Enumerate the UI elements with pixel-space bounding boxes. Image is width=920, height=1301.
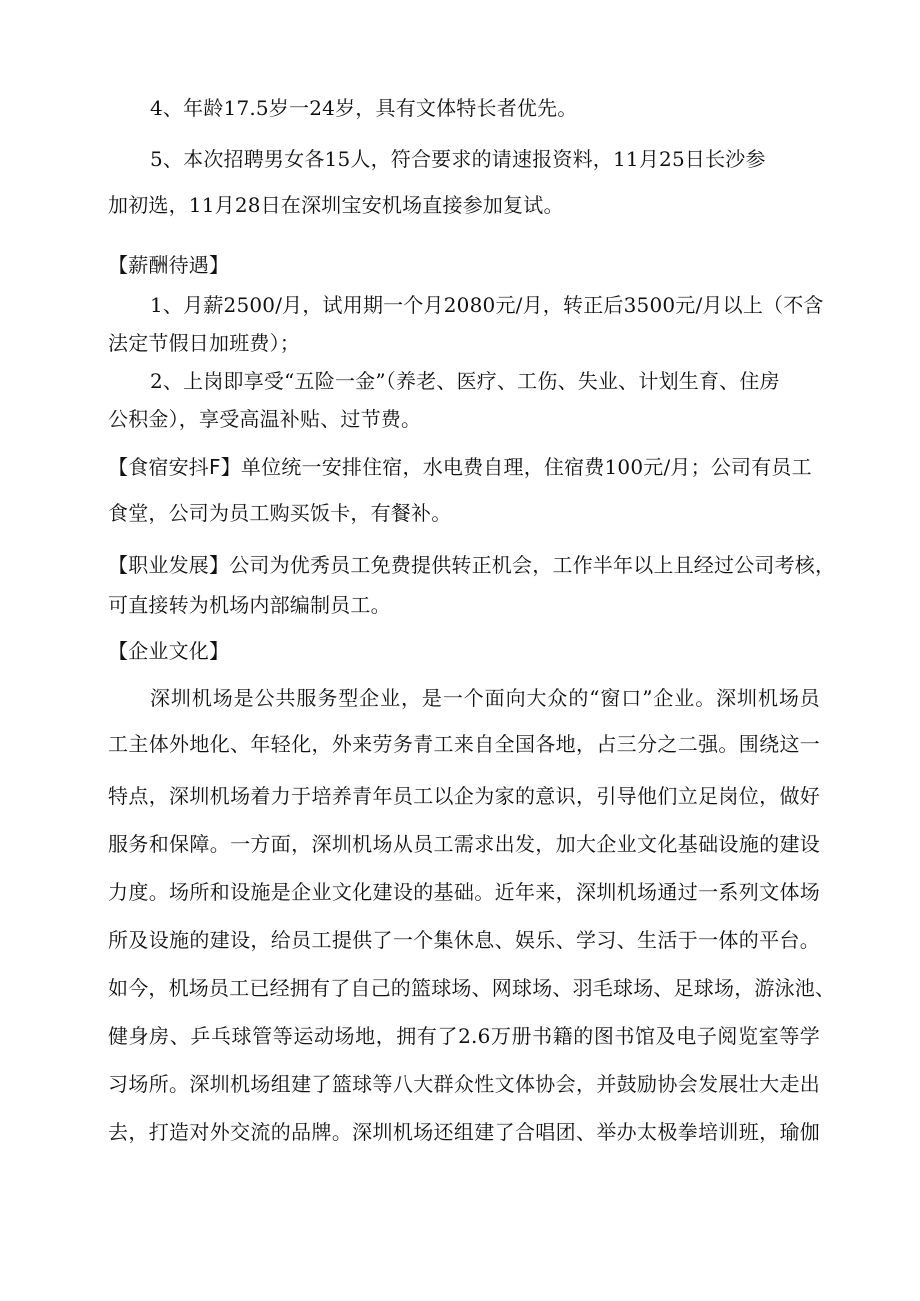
culture-line: 服务和保障。一方面，深圳机场从员工需求出发，加大企业文化基础设施的建设: [108, 832, 820, 856]
requirement-item-5-line-2: 加初选，11月28日在深圳宝安机场直接参加复试。: [108, 193, 564, 217]
housing-heading: 【食宿安抖F】: [108, 455, 241, 479]
salary-item-2-line-1: 2、上岗即享受“五险一金”（养老、医疗、工伤、失业、计划生育、住房: [150, 369, 780, 393]
career-text-line-2: 可直接转为机场内部编制员工。: [108, 593, 391, 617]
requirement-item-5-line-1: 5、本次招聘男女各15人，符合要求的请速报资料，11月25日长沙参: [150, 147, 766, 171]
housing-text-line-2: 食堂，公司为员工购买饭卡，有餐补。: [108, 501, 452, 525]
career-paragraph-line-1: [108, 551, 835, 579]
culture-line: 如今，机场员工已经拥有了自己的篮球场、网球场、羽毛球场、足球场，游泳池、: [108, 976, 836, 1000]
culture-line: 习场所。深圳机场组建了篮球等八大群众性文体协会，并鼓励协会发展壮大走出: [108, 1072, 820, 1096]
salary-item-1-line-1: 1、月薪2500/月，试用期一个月2080元/月，转正后3500元/月以上（不含: [150, 293, 824, 317]
culture-heading: 【企业文化】: [108, 639, 230, 663]
culture-line: 所及设施的建设，给员工提供了一个集休息、娱乐、学习、生活于一体的平台。: [108, 928, 820, 952]
salary-item-1-line-2: 法定节假日加班费）；: [108, 331, 300, 355]
career-text-line-1: 公司为优秀员工免费提供转正机会，工作半年以上且经过公司考核，: [229, 553, 836, 577]
culture-line: 特点，深圳机场着力于培养青年员工以企为家的意识，引导他们立足岗位，做好: [108, 784, 820, 808]
requirement-item-4: 4、年龄17.5岁一24岁，具有文体特长者优先。: [150, 96, 578, 120]
culture-line: 工主体外地化、年轻化，外来劳务青工来自全国各地，占三分之二强。围绕这一: [108, 732, 820, 756]
housing-paragraph-line-1: [108, 453, 812, 481]
culture-line: 深圳机场是公共服务型企业，是一个面向大众的“窗口”企业。深圳机场员: [150, 686, 820, 710]
culture-line: 去，打造对外交流的品牌。深圳机场还组建了合唱团、举办太极拳培训班，瑜伽: [108, 1120, 820, 1144]
salary-heading: 【薪酬待遇】: [108, 253, 230, 277]
housing-text-line-1: 单位统一安排住宿，水电费自理，住宿费100元/月；公司有员工: [240, 455, 812, 479]
salary-item-2-line-2: 公积金），享受高温补贴、过节费。: [108, 407, 422, 431]
career-heading: 【职业发展】: [108, 553, 230, 577]
culture-line: 力度。场所和设施是企业文化建设的基础。近年来，深圳机场通过一系列文体场: [108, 880, 820, 904]
culture-line: 健身房、乒乓球管等运动场地，拥有了2.6万册书籍的图书馆及电子阅览室等学: [108, 1024, 820, 1048]
